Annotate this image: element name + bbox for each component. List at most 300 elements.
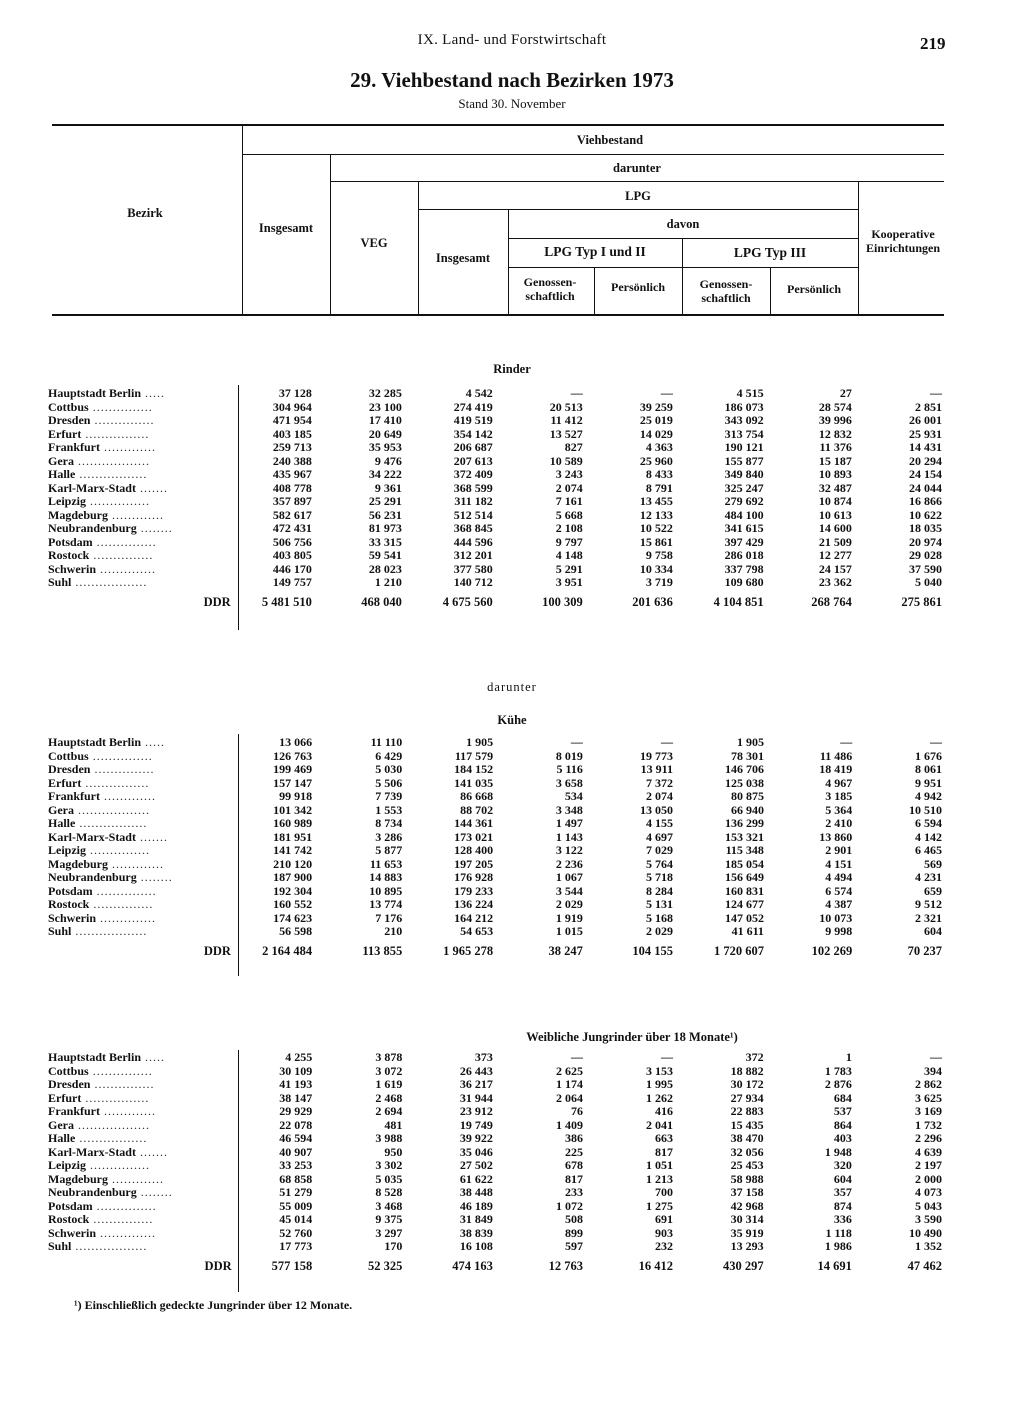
header-davon: davon bbox=[666, 217, 700, 231]
section-title-jungrinder: Weibliche Jungrinder über 18 Monate¹) bbox=[526, 1030, 738, 1044]
table-cell: 26 443 bbox=[459, 1063, 493, 1078]
table-cell: 1 905 bbox=[466, 735, 494, 749]
table-row bbox=[48, 509, 948, 523]
table-cell: 2 901 bbox=[825, 843, 853, 857]
table-row bbox=[48, 414, 948, 428]
table-row bbox=[48, 1146, 948, 1160]
table-cell: 164 212 bbox=[454, 910, 494, 925]
table-cell: 4 697 bbox=[646, 829, 674, 844]
bezirk-name: Cottbus ............... bbox=[48, 399, 153, 414]
table-cell: 403 805 bbox=[272, 548, 312, 562]
table-cell: 3 988 bbox=[375, 1131, 403, 1145]
table-cell: 7 029 bbox=[646, 843, 674, 857]
table-cell: 18 035 bbox=[909, 521, 942, 535]
table-cell: 1 118 bbox=[825, 1225, 852, 1240]
table-cell: 5 506 bbox=[375, 775, 403, 790]
table-cell: 86 668 bbox=[460, 789, 494, 803]
table-row bbox=[48, 844, 948, 858]
table-cell: 7 176 bbox=[375, 910, 403, 925]
table-cell: 5 291 bbox=[555, 561, 583, 576]
leader-dots: ....... bbox=[135, 480, 168, 495]
total-label: DDR bbox=[203, 943, 231, 958]
table-row bbox=[48, 1240, 948, 1254]
table-cell: 9 758 bbox=[645, 548, 673, 562]
table-cell: 30 314 bbox=[730, 1212, 764, 1226]
table-cell: 5 116 bbox=[556, 762, 583, 776]
header-lpg-typ-3: LPG Typ III bbox=[733, 245, 807, 260]
bezirk-name: Frankfurt ............. bbox=[48, 1104, 156, 1118]
leader-dots: .............. bbox=[96, 561, 156, 576]
table-cell: 394 bbox=[924, 1063, 942, 1078]
table-cell: 2 064 bbox=[555, 1090, 583, 1105]
table-cell: 1 948 bbox=[824, 1144, 852, 1159]
table-cell: 55 009 bbox=[279, 1198, 313, 1213]
table-cell: 4 073 bbox=[915, 1185, 942, 1199]
table-cell: 19 749 bbox=[459, 1117, 493, 1132]
bezirk-name: Neubrandenburg ........ bbox=[48, 870, 173, 884]
total-cell: 4 104 851 bbox=[713, 594, 764, 609]
table-cell: 435 967 bbox=[272, 467, 312, 481]
table-cell: 1 497 bbox=[555, 816, 583, 830]
table-cell: 2 197 bbox=[915, 1158, 942, 1172]
table-cell: 5 043 bbox=[915, 1198, 942, 1213]
footnote: ¹) Einschließlich gedeckte Jungrinder über 12 Monate. bbox=[74, 1298, 353, 1312]
table-cell: 28 023 bbox=[368, 561, 402, 576]
total-cell: 70 237 bbox=[907, 943, 942, 958]
table-cell: 32 285 bbox=[368, 386, 402, 400]
header-lpg: LPG bbox=[625, 189, 651, 203]
table-row bbox=[48, 1092, 948, 1106]
table-cell: 2 108 bbox=[555, 521, 583, 535]
table-cell: 24 157 bbox=[818, 561, 852, 576]
table-cell: 2 236 bbox=[555, 856, 583, 871]
leader-dots: ....... bbox=[135, 829, 168, 844]
table-cell: 3 625 bbox=[915, 1090, 942, 1105]
table-cell: 403 bbox=[833, 1131, 852, 1145]
table-cell: 357 897 bbox=[272, 494, 312, 508]
table-cell: 20 513 bbox=[549, 399, 583, 414]
total-cell: 100 309 bbox=[542, 594, 583, 609]
table-cell: 35 953 bbox=[368, 440, 402, 454]
bezirk-name: Cottbus ............... bbox=[48, 748, 153, 763]
table-row bbox=[48, 1186, 948, 1200]
table-cell: 68 858 bbox=[279, 1171, 313, 1186]
table-cell: 39 922 bbox=[459, 1131, 493, 1145]
table-cell: 51 279 bbox=[279, 1185, 313, 1199]
table-cell: 41 193 bbox=[279, 1077, 313, 1091]
bezirk-name: Hauptstadt Berlin ..... bbox=[48, 386, 166, 400]
leader-dots: ..... bbox=[141, 1050, 166, 1064]
table-row bbox=[48, 455, 948, 469]
table-cell: 140 712 bbox=[453, 575, 493, 589]
table-cell: 4 155 bbox=[646, 816, 674, 830]
table-cell: 20 294 bbox=[909, 453, 942, 468]
table-cell: 32 056 bbox=[730, 1144, 764, 1159]
table-row bbox=[48, 763, 948, 777]
table-row bbox=[48, 468, 948, 482]
table-cell: 4 255 bbox=[285, 1050, 313, 1064]
bezirk-name: Neubrandenburg ........ bbox=[48, 521, 173, 535]
table-cell: 817 bbox=[564, 1171, 583, 1186]
total-cell: 268 764 bbox=[811, 594, 852, 609]
table-cell: 37 590 bbox=[909, 561, 942, 576]
section-title-darunter: darunter bbox=[487, 680, 537, 694]
table-cell: 8 734 bbox=[375, 816, 403, 830]
table-cell: 3 122 bbox=[555, 843, 583, 857]
table-cell: 66 940 bbox=[730, 802, 764, 817]
leader-dots: ........ bbox=[136, 1185, 173, 1199]
table-cell: 186 073 bbox=[724, 399, 764, 414]
table-cell: 27 bbox=[839, 386, 852, 400]
table-cell: 15 435 bbox=[730, 1117, 764, 1132]
leader-dots: ............... bbox=[88, 399, 153, 414]
header-bezirk: Bezirk bbox=[127, 206, 163, 220]
table-cell: 9 951 bbox=[915, 775, 942, 790]
table-cell: 12 277 bbox=[818, 548, 852, 562]
table-row bbox=[48, 387, 948, 401]
table-cell: 27 934 bbox=[730, 1090, 764, 1105]
bezirk-name: Leipzig ............... bbox=[48, 1158, 150, 1172]
table-cell: 76 bbox=[570, 1104, 583, 1118]
table-cell: 125 038 bbox=[724, 775, 764, 790]
table-cell: 2 876 bbox=[824, 1077, 852, 1091]
table-cell: 3 719 bbox=[645, 575, 673, 589]
table-cell: 16 108 bbox=[459, 1239, 493, 1253]
bezirk-name: Dresden ............... bbox=[48, 413, 155, 427]
table-cell: 160 552 bbox=[273, 897, 313, 911]
bezirk-name: Potsdam ............... bbox=[48, 883, 157, 898]
leader-dots: ................ bbox=[81, 1090, 150, 1105]
bezirk-name: Schwerin .............. bbox=[48, 561, 156, 576]
table-cell: 153 321 bbox=[724, 829, 764, 844]
table-cell: 5 040 bbox=[915, 575, 942, 589]
table-cell: 13 455 bbox=[639, 494, 673, 508]
leader-dots: .................. bbox=[74, 802, 150, 817]
total-cell: 5 481 510 bbox=[261, 594, 312, 609]
leader-dots: ............... bbox=[90, 1077, 155, 1091]
table-cell: 864 bbox=[833, 1117, 852, 1132]
leader-dots: ............. bbox=[100, 440, 156, 454]
total-cell: 468 040 bbox=[361, 594, 402, 609]
header-lpg-insgesamt: Insgesamt bbox=[435, 251, 491, 265]
table-cell: 25 291 bbox=[368, 494, 402, 508]
bezirk-name: Cottbus ............... bbox=[48, 1063, 153, 1078]
table-cell: 5 131 bbox=[646, 897, 674, 911]
table-cell: 304 964 bbox=[272, 399, 312, 414]
table-cell: 54 653 bbox=[460, 924, 494, 938]
table-cell: 1 072 bbox=[555, 1198, 583, 1213]
table-cell: 11 653 bbox=[369, 856, 403, 871]
table-cell: 9 361 bbox=[374, 480, 402, 495]
table-cell: 8 284 bbox=[646, 883, 674, 898]
bezirk-name: Neubrandenburg ........ bbox=[48, 1185, 173, 1199]
table-cell: 3 243 bbox=[555, 467, 583, 481]
table-cell: 59 541 bbox=[368, 548, 402, 562]
table-cell: 8 061 bbox=[915, 762, 942, 776]
table-cell: 279 692 bbox=[724, 494, 764, 508]
total-cell: 113 855 bbox=[362, 943, 403, 958]
table-cell: 18 882 bbox=[730, 1063, 764, 1078]
table-cell: 187 900 bbox=[273, 870, 313, 884]
table-cell: 691 bbox=[655, 1212, 674, 1226]
table-cell: 3 297 bbox=[375, 1225, 403, 1240]
table-cell: 3 468 bbox=[375, 1198, 403, 1213]
total-row bbox=[48, 590, 948, 610]
leader-dots: .............. bbox=[96, 910, 156, 925]
leader-dots: ....... bbox=[135, 1144, 168, 1159]
leader-dots: ............... bbox=[90, 413, 155, 427]
table-cell: 11 376 bbox=[819, 440, 852, 454]
total-cell: 577 158 bbox=[271, 1258, 313, 1273]
table-cell: 13 860 bbox=[819, 829, 853, 844]
table-cell: 25 931 bbox=[909, 426, 942, 441]
leader-dots: ............... bbox=[89, 1212, 154, 1226]
table-cell: 10 613 bbox=[818, 507, 852, 522]
table-cell: 147 052 bbox=[724, 910, 764, 925]
table-cell: 24 154 bbox=[909, 467, 942, 481]
table-cell: 341 615 bbox=[724, 521, 764, 535]
table-cell: 10 522 bbox=[639, 521, 673, 535]
table-row bbox=[48, 522, 948, 536]
leader-dots: ............... bbox=[88, 1063, 153, 1078]
table-cell: — bbox=[570, 386, 583, 400]
table-cell: 30 172 bbox=[730, 1077, 764, 1091]
table-cell: 7 161 bbox=[555, 494, 583, 508]
table-cell: 109 680 bbox=[724, 575, 764, 589]
table-cell: 206 687 bbox=[453, 440, 493, 454]
table-cell: 20 649 bbox=[368, 426, 402, 441]
table-cell: 46 189 bbox=[459, 1198, 493, 1213]
bezirk-name: Rostock ............... bbox=[48, 897, 154, 911]
table-cell: 38 470 bbox=[730, 1131, 764, 1145]
table-cell: 23 100 bbox=[368, 399, 402, 414]
total-cell: 201 636 bbox=[632, 594, 673, 609]
table-cell: 21 509 bbox=[818, 534, 852, 549]
table-cell: 1 995 bbox=[646, 1077, 674, 1091]
table-cell: 684 bbox=[833, 1090, 852, 1105]
bezirk-name: Suhl .................. bbox=[48, 575, 148, 589]
table-cell: 11 412 bbox=[550, 413, 583, 427]
page-number: 219 bbox=[920, 34, 946, 53]
table-row bbox=[48, 736, 948, 750]
table-cell: 5 035 bbox=[375, 1171, 403, 1186]
table-cell: 192 304 bbox=[273, 883, 313, 898]
bezirk-name: Gera .................. bbox=[48, 802, 150, 817]
table-rinder bbox=[48, 387, 948, 609]
bezirk-name: Halle ................. bbox=[48, 1131, 148, 1145]
table-cell: 27 502 bbox=[459, 1158, 493, 1172]
table-cell: — bbox=[660, 386, 673, 400]
table-cell: 10 622 bbox=[909, 507, 942, 522]
table-cell: 2 625 bbox=[555, 1063, 583, 1078]
table-cell: 416 bbox=[655, 1104, 674, 1118]
table-cell: 874 bbox=[833, 1198, 852, 1213]
table-cell: 408 778 bbox=[272, 480, 312, 495]
table-cell: 173 021 bbox=[454, 829, 494, 844]
table-cell: 174 623 bbox=[273, 910, 313, 925]
table-cell: 1 409 bbox=[555, 1117, 583, 1132]
table-cell: 2 029 bbox=[646, 924, 674, 938]
bezirk-name: Gera .................. bbox=[48, 1117, 150, 1132]
table-cell: 115 348 bbox=[725, 843, 764, 857]
header-darunter: darunter bbox=[613, 161, 661, 175]
table-cell: 419 519 bbox=[453, 413, 493, 427]
bezirk-name: Schwerin .............. bbox=[48, 1225, 156, 1240]
table-cell: 4 142 bbox=[915, 829, 942, 844]
table-cell: 3 590 bbox=[915, 1212, 942, 1226]
table-cell: 136 299 bbox=[724, 816, 764, 830]
table-row bbox=[48, 898, 948, 912]
table-cell: 325 247 bbox=[724, 480, 764, 495]
table-kuehe bbox=[48, 736, 948, 958]
table-cell: 56 598 bbox=[279, 924, 313, 938]
table-cell: 225 bbox=[564, 1144, 583, 1159]
table-cell: 32 487 bbox=[818, 480, 852, 495]
table-cell: 80 875 bbox=[730, 789, 764, 803]
total-row bbox=[48, 1254, 948, 1274]
header-veg: VEG bbox=[360, 236, 388, 250]
table-cell: 14 431 bbox=[909, 440, 942, 454]
table-cell: 349 840 bbox=[724, 467, 764, 481]
leader-dots: ............... bbox=[86, 843, 150, 857]
table-cell: — bbox=[930, 735, 942, 749]
table-cell: 1 143 bbox=[555, 829, 583, 844]
leader-dots: ............... bbox=[86, 494, 150, 508]
table-cell: 185 054 bbox=[724, 856, 764, 871]
table-cell: 5 364 bbox=[825, 802, 853, 817]
table-cell: 155 877 bbox=[724, 453, 764, 468]
table-cell: 1 174 bbox=[555, 1077, 583, 1091]
leader-dots: .................. bbox=[71, 1239, 148, 1253]
table-cell: 124 677 bbox=[724, 897, 764, 911]
table-cell: 39 259 bbox=[639, 399, 673, 414]
leader-dots: .................. bbox=[74, 453, 150, 468]
table-row bbox=[48, 576, 948, 590]
table-cell: 29 929 bbox=[279, 1104, 313, 1118]
table-cell: 13 066 bbox=[279, 735, 313, 749]
table-cell: 36 217 bbox=[459, 1077, 493, 1091]
table-cell: 377 580 bbox=[453, 561, 493, 576]
table-cell: 157 147 bbox=[273, 775, 313, 790]
table-cell: 7 372 bbox=[646, 775, 674, 790]
table-cell: 15 187 bbox=[818, 453, 852, 468]
table-cell: 5 764 bbox=[646, 856, 674, 871]
table-cell: 4 542 bbox=[465, 386, 493, 400]
total-label: DDR bbox=[204, 1258, 232, 1273]
table-cell: 4 515 bbox=[736, 386, 764, 400]
table-cell: 181 951 bbox=[273, 829, 313, 844]
table-cell: 1 676 bbox=[915, 748, 942, 763]
table-cell: 13 050 bbox=[640, 802, 674, 817]
table-cell: 10 334 bbox=[639, 561, 673, 576]
total-row bbox=[48, 939, 948, 959]
table-row bbox=[48, 925, 948, 939]
table-row bbox=[48, 912, 948, 926]
table-cell: 1 bbox=[845, 1050, 852, 1064]
table-row bbox=[48, 1213, 948, 1227]
table-cell: 950 bbox=[384, 1144, 403, 1159]
table-cell: 5 718 bbox=[646, 870, 674, 884]
section-title-rinder: Rinder bbox=[493, 362, 531, 376]
leader-dots: ............... bbox=[88, 748, 153, 763]
table-cell: 41 611 bbox=[731, 924, 764, 938]
leader-dots: ............... bbox=[90, 762, 155, 776]
bezirk-name: Erfurt ................ bbox=[48, 775, 150, 790]
table-cell: 29 028 bbox=[909, 548, 942, 562]
leader-dots: ........ bbox=[136, 521, 173, 535]
table-row bbox=[48, 549, 948, 563]
leader-dots: ..... bbox=[141, 386, 166, 400]
table-cell: 156 649 bbox=[724, 870, 764, 884]
leader-dots: .................. bbox=[71, 575, 148, 589]
bezirk-name: Hauptstadt Berlin ..... bbox=[48, 735, 166, 749]
table-row bbox=[48, 441, 948, 455]
table-cell: 2 074 bbox=[555, 480, 583, 495]
table-cell: 240 388 bbox=[272, 453, 312, 468]
table-cell: 13 293 bbox=[730, 1239, 764, 1253]
header-kooperative: Kooperative Einrichtungen bbox=[865, 227, 940, 255]
bezirk-name: Potsdam ............... bbox=[48, 534, 157, 549]
total-cell: 14 691 bbox=[817, 1258, 852, 1273]
table-cell: 3 348 bbox=[555, 802, 583, 817]
header-persoenlich-1: Persönlich bbox=[611, 280, 665, 294]
table-cell: 357 bbox=[833, 1185, 852, 1199]
table-cell: 38 839 bbox=[459, 1225, 493, 1240]
table-cell: 58 988 bbox=[730, 1171, 764, 1186]
table-cell: 160 831 bbox=[724, 883, 764, 898]
table-cell: 232 bbox=[655, 1239, 674, 1253]
table-cell: 22 078 bbox=[279, 1117, 313, 1132]
table-jungrinder bbox=[48, 1051, 948, 1273]
table-row bbox=[48, 482, 948, 496]
table-cell: 28 574 bbox=[818, 399, 852, 414]
table-cell: 136 224 bbox=[454, 897, 494, 911]
bezirk-name: Erfurt ................ bbox=[48, 426, 150, 441]
leader-dots: ............. bbox=[108, 1171, 164, 1186]
table-cell: — bbox=[570, 1050, 583, 1064]
leader-dots: ........ bbox=[136, 870, 173, 884]
table-cell: 126 763 bbox=[273, 748, 313, 763]
table-cell: 1 919 bbox=[555, 910, 583, 925]
table-cell: — bbox=[570, 735, 583, 749]
header-insgesamt: Insgesamt bbox=[258, 221, 314, 235]
bezirk-name: Dresden ............... bbox=[48, 1077, 155, 1091]
leader-dots: ................. bbox=[75, 1131, 148, 1145]
table-cell: 160 989 bbox=[273, 816, 313, 830]
table-cell: 9 998 bbox=[825, 924, 853, 938]
table-cell: 38 448 bbox=[459, 1185, 493, 1199]
table-cell: 11 110 bbox=[370, 735, 403, 749]
table-cell: 141 035 bbox=[454, 775, 494, 790]
table-cell: 3 169 bbox=[915, 1104, 942, 1118]
table-cell: 31 849 bbox=[459, 1212, 493, 1226]
table-row bbox=[48, 1051, 948, 1065]
bezirk-name: Karl-Marx-Stadt ....... bbox=[48, 1144, 168, 1159]
table-row bbox=[48, 777, 948, 791]
leader-dots: ............. bbox=[100, 789, 156, 803]
table-cell: 210 120 bbox=[273, 856, 313, 871]
table-row bbox=[48, 563, 948, 577]
leader-dots: ............... bbox=[92, 534, 157, 549]
table-cell: 20 974 bbox=[909, 534, 942, 549]
table-cell: 14 883 bbox=[369, 870, 403, 884]
table-cell: 354 142 bbox=[453, 426, 493, 441]
table-cell: 2 296 bbox=[915, 1131, 942, 1145]
table-cell: 23 912 bbox=[459, 1104, 493, 1118]
total-cell: 1 720 607 bbox=[713, 943, 764, 958]
table-cell: — bbox=[840, 735, 853, 749]
table-cell: 4 231 bbox=[915, 870, 942, 884]
